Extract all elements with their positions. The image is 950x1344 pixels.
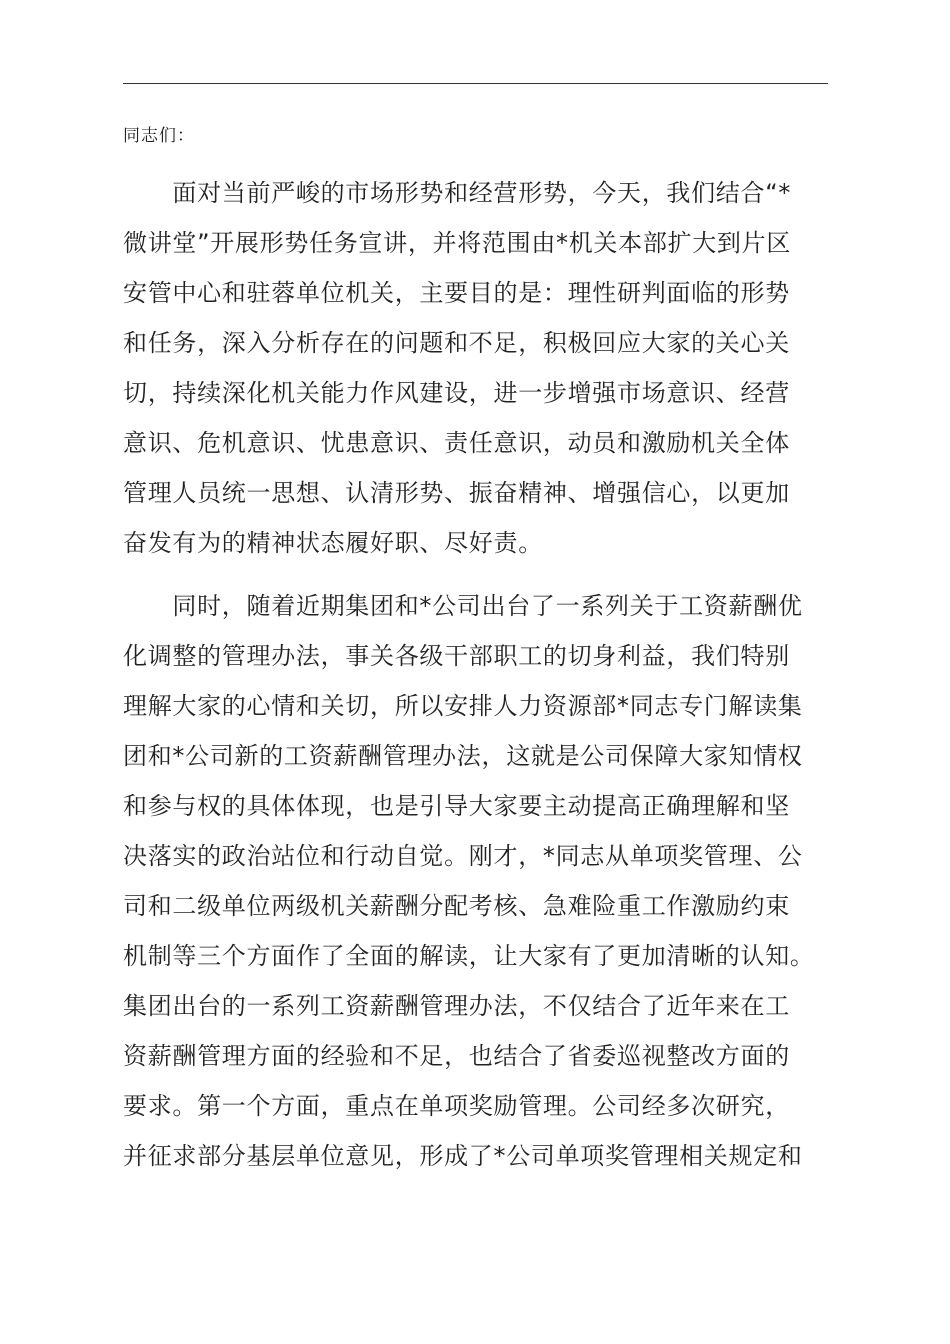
paragraph-line: 管理人员统一思想、认清形势、振奋精神、增强信心，以更加	[123, 479, 790, 507]
paragraph-line: 面对当前严峻的市场形势和经营形势，今天，我们结合“*	[123, 179, 792, 207]
header-rule	[123, 83, 828, 84]
paragraph-line: 要求。第一个方面，重点在单项奖励管理。公司经多次研究，	[123, 1092, 790, 1120]
paragraph-line: 机制等三个方面作了全面的解读，让大家有了更加清晰的认知。	[123, 942, 815, 970]
paragraph-1	[123, 168, 791, 568]
paragraph-line: 司和二级单位两级机关薪酬分配考核、急难险重工作激励约束	[123, 892, 790, 920]
paragraph-line: 理解大家的心情和关切，所以安排人力资源部*同志专门解读集	[123, 692, 803, 720]
paragraph-line: 资薪酬管理方面的经验和不足，也结合了省委巡视整改方面的	[123, 1042, 790, 1070]
salutation: 同志们：	[123, 126, 195, 146]
paragraph-line: 和任务，深入分析存在的问题和不足，积极回应大家的关心关	[123, 329, 790, 357]
paragraph-line: 意识、危机意识、忧患意识、责任意识，动员和激励机关全体	[123, 429, 790, 457]
paragraph-line: 和参与权的具体体现，也是引导大家要主动提高正确理解和坚	[123, 792, 790, 820]
paragraph-line: 同时，随着近期集团和*公司出台了一系列关于工资薪酬优	[123, 592, 803, 620]
paragraph-line: 化调整的管理办法，事关各级干部职工的切身利益，我们特别	[123, 642, 790, 670]
paragraph-line: 集团出台的一系列工资薪酬管理办法，不仅结合了近年来在工	[123, 992, 790, 1020]
paragraph-line: 安管中心和驻蓉单位机关，主要目的是：理性研判面临的形势	[123, 279, 790, 307]
paragraph-line: 奋发有为的精神状态履好职、尽好责。	[123, 529, 543, 557]
paragraph-line: 团和*公司新的工资薪酬管理办法，这就是公司保障大家知情权	[123, 742, 803, 770]
paragraph-line: 决落实的政治站位和行动自觉。刚才，*同志从单项奖管理、公	[123, 842, 803, 870]
paragraph-line: 微讲堂”开展形势任务宣讲，并将范围由*机关本部扩大到片区	[123, 229, 792, 257]
paragraph-line: 并征求部分基层单位意见，形成了*公司单项奖管理相关规定和	[123, 1142, 803, 1170]
paragraph-2	[123, 581, 815, 1181]
paragraph-line: 切，持续深化机关能力作风建设，进一步增强市场意识、经营	[123, 379, 790, 407]
